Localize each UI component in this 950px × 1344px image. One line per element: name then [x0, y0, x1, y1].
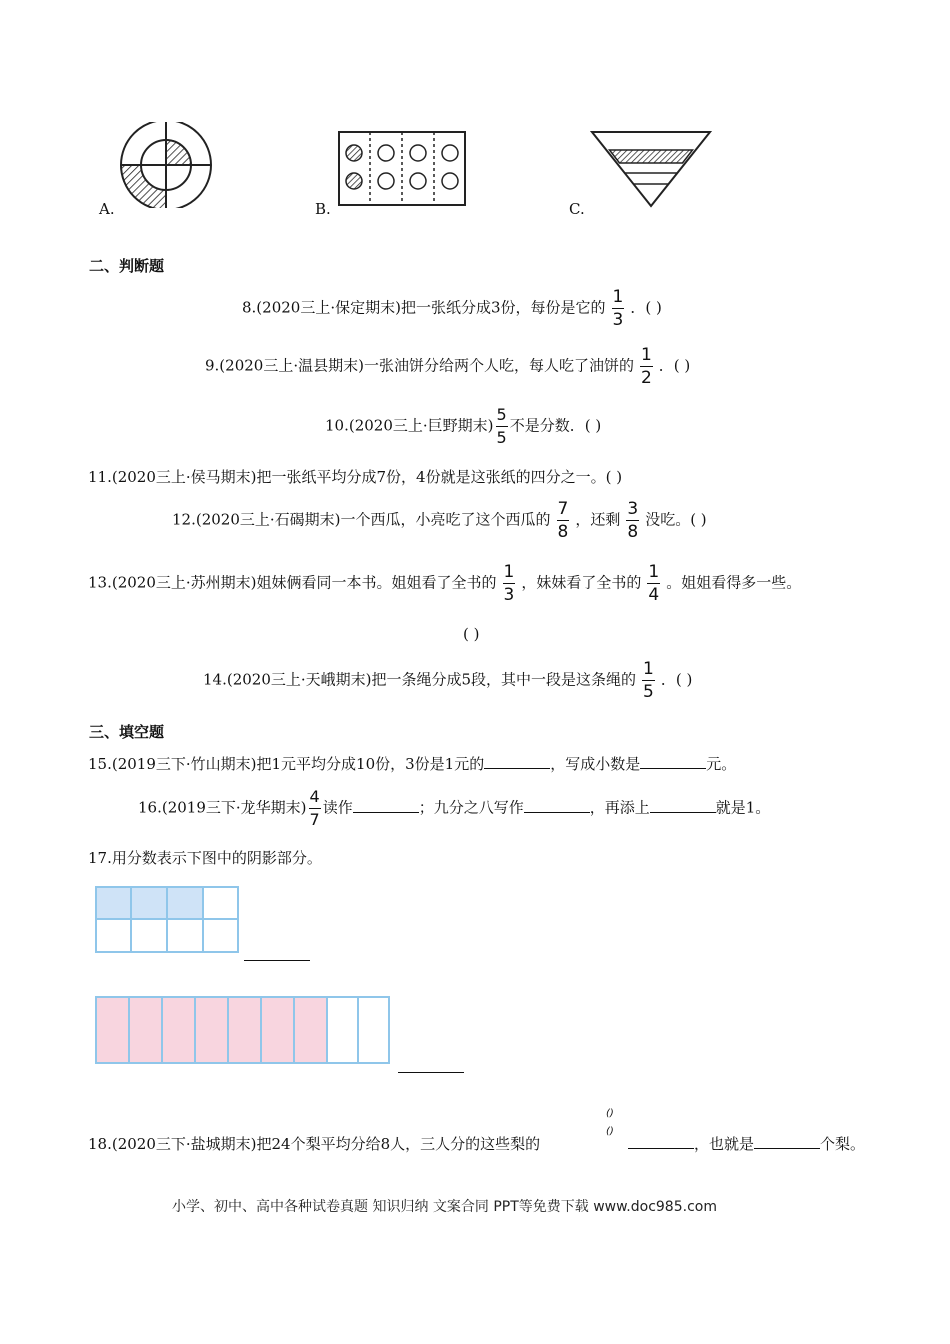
question-16-fraction: $\frac{4}{7}$ — [309, 787, 320, 829]
question-17: 17.用分数表示下图中的阴影部分。 — [88, 849, 322, 867]
question-13-text: 13.(2020三上·苏州期末)姐妹俩看同一本书。姐姐看了全书的 — [88, 573, 497, 592]
figure-c-triangle — [590, 130, 714, 210]
question-12-mid: ，还剩 — [575, 510, 621, 529]
question-15-part-2: ，写成小数是 — [550, 755, 641, 773]
question-17-blank-2[interactable] — [398, 1072, 464, 1073]
question-12-fraction-1: $\frac{7}{8}$ — [557, 499, 569, 542]
question-10 — [325, 406, 601, 447]
question-16 — [138, 788, 770, 829]
question-12 — [172, 500, 707, 541]
question-15-part-3: 元。 — [706, 755, 737, 773]
question-15-blank-1[interactable] — [484, 754, 550, 769]
question-12-tail: 没吃。( ) — [645, 510, 707, 529]
grid-2-cell — [129, 997, 162, 1063]
question-15-part-1: 15.(2019三下·竹山期末)把1元平均分成10份，3份是1元的 — [88, 755, 485, 773]
question-10-text: 10.(2020三上·巨野期末) — [325, 416, 494, 435]
grid-1-cell — [167, 887, 203, 919]
question-18-part-3: 个梨。 — [820, 1135, 866, 1153]
question-8-text: 8.(2020三上·保定期末)把一张纸分成3份，每份是它的 — [242, 298, 606, 317]
question-16-part-2: 读作 — [322, 798, 353, 817]
question-12-text: 12.(2020三上·石碣期末)一个西瓜，小亮吃了这个西瓜的 — [172, 510, 551, 529]
question-10-tail: 不是分数．( ) — [509, 416, 602, 435]
question-12-fraction-2: $\frac{3}{8}$ — [627, 499, 639, 542]
question-16-blank-1[interactable] — [353, 798, 419, 813]
page-footer: 小学、初中、高中各种试卷真题 知识归纳 文案合同 PPT等免费下载 www.doc985.com — [172, 1199, 717, 1215]
question-18-fraction-num: () — [606, 1108, 614, 1119]
question-17-blank-1[interactable] — [244, 960, 310, 961]
grid-2-cell — [261, 997, 294, 1063]
figure-b-rect-circles — [338, 131, 468, 207]
question-13-tail: 。姐姐看得多一些。 — [666, 573, 802, 592]
question-14-fraction: $\frac{1}{5}$ — [643, 659, 654, 702]
question-13 — [88, 563, 801, 604]
grid-2-cell — [294, 997, 327, 1063]
grid-1-cell — [203, 919, 238, 952]
question-14-tail: ．( ) — [660, 670, 693, 689]
question-18-fraction-den: () — [606, 1126, 614, 1137]
question-9 — [205, 346, 690, 387]
question-14-text: 14.(2020三上·天峨期末)把一条绳分成5段，其中一段是这条绳的 — [203, 670, 637, 689]
grid-2-cell — [358, 997, 389, 1063]
section-heading-fill-blank: 三、填空题 — [89, 723, 165, 741]
grid-2-cell — [228, 997, 261, 1063]
question-9-tail: ．( ) — [658, 356, 691, 375]
question-10-fraction: $\frac{5}{5}$ — [496, 405, 507, 447]
question-16-part-1: 16.(2019三下·龙华期末) — [138, 798, 307, 817]
question-15-blank-2[interactable] — [640, 754, 706, 769]
question-9-fraction: $\frac{1}{2}$ — [640, 345, 652, 388]
figure-a-label: A. — [99, 200, 115, 218]
grid-2-cell — [96, 997, 129, 1063]
question-11: 11.(2020三上·侯马期末)把一张纸平均分成7份，4份就是这张纸的四分之一。( ) — [88, 468, 623, 486]
grid-1-cell — [203, 887, 238, 919]
grid-1-cell — [167, 919, 203, 952]
grid-2-cell — [195, 997, 228, 1063]
question-8-fraction: $\frac{1}{3}$ — [612, 287, 624, 330]
question-8-tail: ．( ) — [630, 298, 662, 317]
figure-c-label: C. — [569, 200, 585, 218]
question-18-blank-1[interactable] — [628, 1134, 694, 1149]
question-8 — [242, 288, 662, 329]
question-9-text: 9.(2020三上·温县期末)一张油饼分给两个人吃，每人吃了油饼的 — [205, 356, 634, 375]
question-16-part-3: ；九分之八写作 — [418, 798, 524, 817]
question-17-grid-1 — [94, 885, 240, 955]
grid-2-cell — [327, 997, 358, 1063]
question-18-rest — [628, 1134, 865, 1154]
grid-1-cell — [96, 919, 131, 952]
figure-b-label: B. — [315, 200, 331, 218]
grid-1-cell — [131, 919, 167, 952]
question-13-mid: ，妹妹看了全书的 — [521, 573, 642, 592]
question-18-part-1: 18.(2020三下·盐城期末)把24个梨平均分给8人，三人分的这些梨的 — [88, 1135, 541, 1153]
question-16-part-5: 就是1。 — [715, 798, 771, 817]
question-17-grid-2 — [94, 995, 392, 1065]
question-18-part-2: ，也就是 — [694, 1135, 755, 1153]
question-18-blank-2[interactable] — [754, 1134, 820, 1149]
question-14 — [203, 660, 692, 701]
grid-1-cell — [96, 887, 131, 919]
question-13-fraction-2: $\frac{1}{4}$ — [648, 562, 660, 605]
question-16-blank-3[interactable] — [650, 798, 716, 813]
question-16-blank-2[interactable] — [524, 798, 590, 813]
figure-a-circles — [118, 122, 214, 208]
grid-1-cell — [131, 887, 167, 919]
question-13-fraction-1: $\frac{1}{3}$ — [503, 562, 515, 605]
question-15 — [88, 754, 736, 774]
grid-2-cell — [162, 997, 195, 1063]
section-heading-judgement: 二、判断题 — [89, 257, 165, 275]
question-13-answer-paren: ( ) — [463, 625, 480, 643]
question-16-part-4: ，再添上 — [589, 798, 650, 817]
